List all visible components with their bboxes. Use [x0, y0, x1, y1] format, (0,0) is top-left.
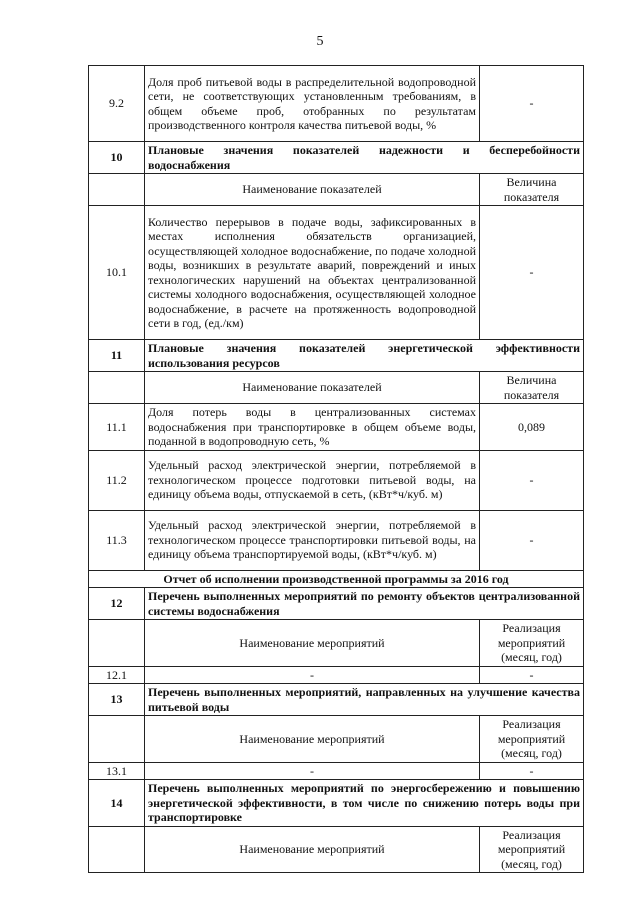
section-number: 13 [89, 684, 145, 716]
indicator-value: 0,089 [480, 404, 584, 451]
row-number: 11.1 [89, 404, 145, 451]
column-header-value: Реализация мероприятий (месяц, год) [480, 620, 584, 667]
indicator-value: - [480, 206, 584, 340]
header-row [89, 372, 584, 404]
section-number: 12 [89, 588, 145, 620]
section-number: 11 [89, 340, 145, 372]
indicator-name: Количество перерывов в подаче воды, зафиксированных в местах исполнения обязательств организацией, осуществляющей холодное водоснабжение, по подаче холодной воды, возникших в результате аварий, повреждений и иных технологических нарушений на объектах централизованной системы холодного водоснабжения, осуществляющей холодное водоснабжение, в расчете на протяженность водопроводной сети в год, (ед./км) [145, 206, 480, 340]
activity-name: - [145, 762, 480, 780]
report-title: Отчет об исполнении производственной программы за 2016 год [89, 570, 584, 588]
section-title: Перечень выполненных мероприятий по энергосбережению и повышению энергетической эффективности, в том числе по снижению потерь воды при транспортировке [145, 780, 584, 827]
table-row [89, 666, 584, 684]
column-header-name: Наименование показателей [145, 372, 480, 404]
indicators-table [88, 65, 584, 873]
column-header-name: Наименование мероприятий [145, 826, 480, 873]
table-row [89, 762, 584, 780]
section-title: Плановые значения показателей энергетической эффективности использования ресурсов [145, 340, 584, 372]
column-header-name: Наименование показателей [145, 174, 480, 206]
table-row [89, 450, 584, 510]
row-number: 11.2 [89, 450, 145, 510]
report-title-row [89, 570, 584, 588]
indicator-name: Удельный расход электрической энергии, потребляемой в технологическом процессе транспортировки питьевой воды, на единицу объема транспортируемой воды, (кВт*ч/куб. м) [145, 510, 480, 570]
indicator-value: - [480, 510, 584, 570]
activity-name: - [145, 666, 480, 684]
section-title: Плановые значения показателей надежности и бесперебойности водоснабжения [145, 142, 584, 174]
row-number: 10.1 [89, 206, 145, 340]
column-header-value: Реализация мероприятий (месяц, год) [480, 826, 584, 873]
column-header-value: Реализация мероприятий (месяц, год) [480, 716, 584, 763]
header-row [89, 620, 584, 667]
table-row [89, 66, 584, 142]
section-row [89, 340, 584, 372]
section-number: 10 [89, 142, 145, 174]
activity-date: - [480, 762, 584, 780]
section-row [89, 684, 584, 716]
activity-date: - [480, 666, 584, 684]
indicator-value: - [480, 66, 584, 142]
page-number: 5 [316, 34, 324, 49]
section-row [89, 588, 584, 620]
table-row [89, 404, 584, 451]
row-number: 9.2 [89, 66, 145, 142]
column-header-value: Величина показателя [480, 174, 584, 206]
column-header-name: Наименование мероприятий [145, 716, 480, 763]
header-row [89, 826, 584, 873]
indicator-name: Доля потерь воды в централизованных системах водоснабжения при транспортировке в общем объеме воды, поданной в водопроводную сеть, % [145, 404, 480, 451]
indicator-name: Удельный расход электрической энергии, потребляемой в технологическом процессе подготовки питьевой воды, на единицу объема воды, отпускаемой в сеть, (кВт*ч/куб. м) [145, 450, 480, 510]
row-number: 12.1 [89, 666, 145, 684]
row-number: 11.3 [89, 510, 145, 570]
column-header-value: Величина показателя [480, 372, 584, 404]
column-header-name: Наименование мероприятий [145, 620, 480, 667]
indicator-value: - [480, 450, 584, 510]
table-row [89, 206, 584, 340]
section-number: 14 [89, 780, 145, 827]
section-title: Перечень выполненных мероприятий, направленных на улучшение качества питьевой воды [145, 684, 584, 716]
indicator-name: Доля проб питьевой воды в распределительной водопроводной сети, не соответствующих установленным требованиям, в общем объеме проб, отобранных по результатам производственного контроля качества питьевой воды, % [145, 66, 480, 142]
section-row [89, 142, 584, 174]
section-row [89, 780, 584, 827]
header-row [89, 716, 584, 763]
table-row [89, 510, 584, 570]
header-row [89, 174, 584, 206]
section-title: Перечень выполненных мероприятий по ремонту объектов централизованной системы водоснабжения [145, 588, 584, 620]
row-number: 13.1 [89, 762, 145, 780]
